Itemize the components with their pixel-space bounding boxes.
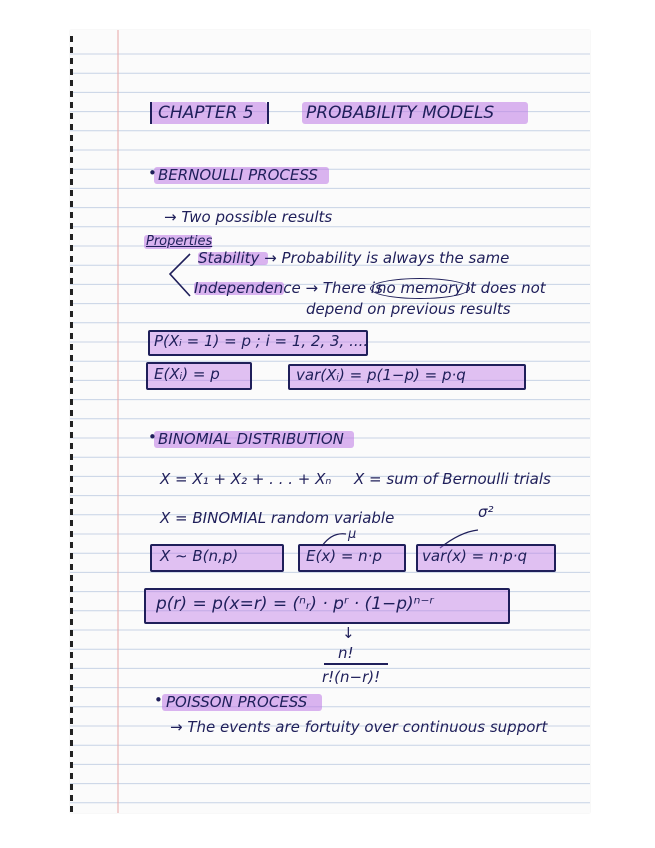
bullet-icon: •	[148, 164, 157, 182]
spiral-hole	[70, 465, 73, 471]
spiral-hole	[70, 234, 73, 240]
spiral-hole	[70, 201, 73, 207]
stability-text: Stability → Probability is always the same	[198, 249, 510, 267]
sigma-label: σ²	[478, 503, 494, 521]
spiral-hole	[70, 509, 73, 515]
spiral-hole	[70, 355, 73, 361]
spiral-hole	[70, 498, 73, 504]
fraction-numerator: n!	[338, 644, 354, 662]
spiral-hole	[70, 366, 73, 372]
spiral-hole	[70, 652, 73, 658]
independence-text-c: depend on previous results	[306, 300, 511, 318]
formula-e: E(Xᵢ) = p	[154, 365, 220, 383]
spiral-hole	[70, 553, 73, 559]
spiral-hole	[70, 36, 73, 42]
spiral-hole	[70, 267, 73, 273]
mu-label: μ	[348, 527, 357, 542]
spiral-hole	[70, 729, 73, 735]
spiral-hole	[70, 311, 73, 317]
bullet-icon: •	[148, 428, 157, 446]
spiral-hole	[70, 179, 73, 185]
binomial-sum: X = X₁ + X₂ + . . . + Xₙ	[160, 470, 332, 488]
down-arrow-icon: ↓	[342, 624, 355, 642]
spiral-hole	[70, 91, 73, 97]
spiral-hole	[70, 432, 73, 438]
spiral-hole	[70, 113, 73, 119]
spiral-hole	[70, 707, 73, 713]
notebook-page	[70, 30, 590, 813]
spiral-hole	[70, 157, 73, 163]
spiral-hole	[70, 542, 73, 548]
spiral-hole	[70, 740, 73, 746]
spiral-binding	[68, 30, 78, 813]
spiral-hole	[70, 278, 73, 284]
spiral-hole	[70, 597, 73, 603]
spiral-hole	[70, 344, 73, 350]
binomial-mean: E(x) = n·p	[306, 547, 382, 565]
spiral-hole	[70, 586, 73, 592]
spiral-hole	[70, 718, 73, 724]
poisson-text: → The events are fortuity over continuous support	[170, 718, 548, 736]
spiral-hole	[70, 333, 73, 339]
spiral-hole	[70, 531, 73, 537]
spiral-hole	[70, 69, 73, 75]
spiral-hole	[70, 608, 73, 614]
fraction-bar	[324, 663, 388, 665]
spiral-hole	[70, 80, 73, 86]
binomial-notation: X ∼ B(n,p)	[160, 547, 239, 565]
spiral-hole	[70, 520, 73, 526]
spiral-hole	[70, 674, 73, 680]
binomial-variance: var(x) = n·p·q	[422, 547, 528, 565]
ruled-paper	[70, 30, 590, 813]
independence-text-a: Independence → There is	[194, 279, 383, 297]
chapter-label: CHAPTER 5	[158, 103, 254, 123]
two-results-text: → Two possible results	[164, 208, 333, 226]
spiral-hole	[70, 795, 73, 801]
spiral-hole	[70, 564, 73, 570]
properties-label: Properties	[146, 234, 213, 249]
spiral-hole	[70, 784, 73, 790]
spiral-hole	[70, 289, 73, 295]
bernoulli-heading: BERNOULLI PROCESS	[158, 166, 318, 184]
spiral-hole	[70, 168, 73, 174]
spiral-hole	[70, 399, 73, 405]
spiral-hole	[70, 135, 73, 141]
bullet-icon: •	[154, 691, 163, 709]
poisson-heading: POISSON PROCESS	[166, 693, 308, 711]
spiral-hole	[70, 575, 73, 581]
binomial-heading: BINOMIAL DISTRIBUTION	[158, 430, 344, 448]
spiral-hole	[70, 619, 73, 625]
fraction-denominator: r!(n−r)!	[322, 668, 381, 686]
spiral-hole	[70, 124, 73, 130]
spiral-hole	[70, 388, 73, 394]
spiral-hole	[70, 322, 73, 328]
formula-var: var(Xᵢ) = p(1−p) = p·q	[296, 366, 466, 384]
spiral-hole	[70, 685, 73, 691]
spiral-hole	[70, 454, 73, 460]
spiral-hole	[70, 696, 73, 702]
formula-p: P(Xᵢ = 1) = p ; i = 1, 2, 3, ....	[154, 332, 369, 350]
spiral-hole	[70, 663, 73, 669]
spiral-hole	[70, 443, 73, 449]
spiral-hole	[70, 751, 73, 757]
brace-icon	[164, 250, 194, 300]
spiral-hole	[70, 487, 73, 493]
spiral-hole	[70, 630, 73, 636]
spiral-hole	[70, 410, 73, 416]
spiral-hole	[70, 256, 73, 262]
page-title: PROBABILITY MODELS	[306, 103, 495, 123]
spiral-hole	[70, 806, 73, 812]
binomial-rv-text: X = BINOMIAL random variable	[160, 509, 395, 527]
spiral-hole	[70, 641, 73, 647]
spiral-hole	[70, 190, 73, 196]
spiral-hole	[70, 421, 73, 427]
spiral-hole	[70, 146, 73, 152]
spiral-hole	[70, 102, 73, 108]
independence-text-b: . It does not	[456, 279, 546, 297]
spiral-hole	[70, 47, 73, 53]
spiral-hole	[70, 773, 73, 779]
binomial-sum-desc: X = sum of Bernoulli trials	[354, 470, 551, 488]
spiral-hole	[70, 223, 73, 229]
spiral-hole	[70, 212, 73, 218]
spiral-hole	[70, 300, 73, 306]
spiral-hole	[70, 58, 73, 64]
no-memory-circled: no memory	[370, 278, 470, 299]
binomial-pmf: p(r) = p(x=r) = (ⁿᵣ) · pʳ · (1−p)ⁿ⁻ʳ	[156, 594, 434, 614]
spiral-hole	[70, 762, 73, 768]
spiral-hole	[70, 377, 73, 383]
spiral-hole	[70, 245, 73, 251]
spiral-hole	[70, 476, 73, 482]
